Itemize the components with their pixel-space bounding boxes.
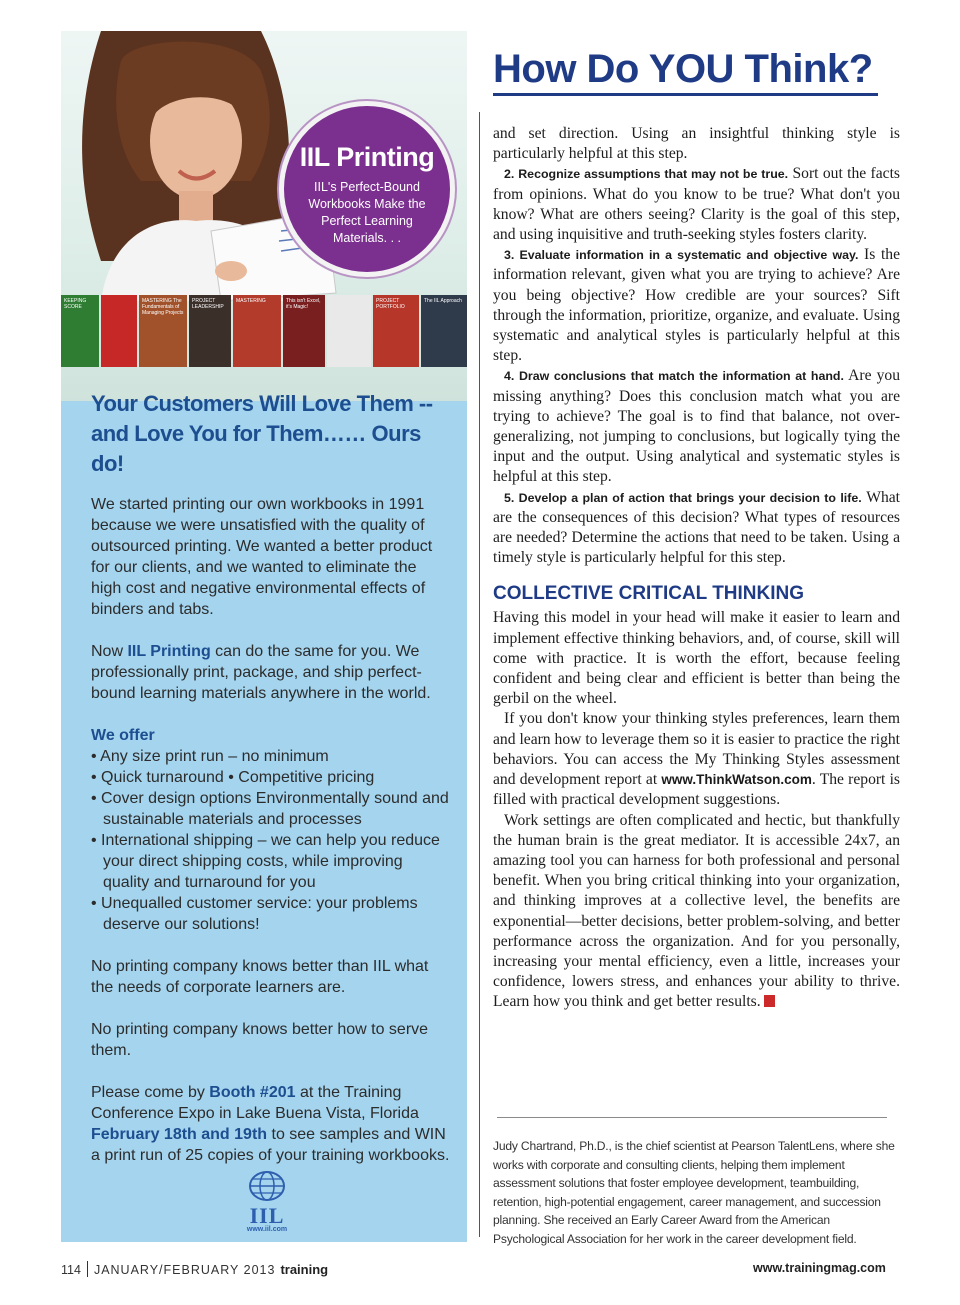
logo-url: www.iil.com bbox=[246, 1226, 288, 1233]
book-cover: PROJECT PORTFOLIO bbox=[373, 295, 419, 367]
book-cover: MASTERING The Fundamentals of Managing Projects bbox=[139, 295, 187, 367]
book-cover bbox=[327, 295, 371, 367]
issue-date: JANUARY/FEBRUARY 2013 bbox=[93, 1263, 276, 1277]
brand-name: IIL Printing bbox=[127, 643, 211, 660]
author-bio: Judy Chartrand, Ph.D., is the chief scientist at Pearson TalentLens, where she works with corporate and consulting clients, helping them implement assessment solutions that foster employee development, teambuilding, retention, high-potential engagement, career management, and succession planning. She received an Early Career Award from the American Psychological Association for her work in the career development field. bbox=[493, 1139, 895, 1246]
ad-paragraph: Now IIL Printing can do the same for you. We professionally print, package, and ship perfect-bound learning materials anywhere in the world. bbox=[91, 643, 431, 702]
step-3: 3. Evaluate information in a systematic and objective way. Is the information relevant, given what you are trying to achieve? Are you being objective? How credible are your sources? Sift through the information, prioritize, organize, and evaluate. Using systematic and analytical styles is particularly helpful at this step. bbox=[493, 246, 900, 365]
event-dates: February 18th and 19th bbox=[91, 1126, 268, 1143]
offer-item: • Cover design options Environmentally sound and sustainable materials and processes bbox=[91, 790, 449, 828]
article-paragraph: If you don't know your thinking styles preferences, learn them and learn how to leverage them so it is easier to practice the right behaviors. You can access the My Thinking Styles assessment and development report at www.ThinkWatson.com. The report is filled with practical development suggestions. bbox=[493, 710, 900, 809]
ad-copy bbox=[91, 389, 451, 1166]
book-covers-row bbox=[61, 295, 467, 369]
step-4: 4. Draw conclusions that match the information at hand. Are you missing anything? Does this conclusion match what you are trying to achieve? The goal is to find that balance, not over-generalizing, not jumping to conclusions, but logically tying the input and the output. Using analytical and systematic styles is helpful at this step. bbox=[493, 367, 900, 486]
iil-printing-badge bbox=[279, 101, 455, 277]
ad-paragraph: Please come by Booth #201 at the Training Conference Expo in Lake Buena Vista, Florida February 18th and 19th to see samples and WIN a print run of 25 copies of your training workbooks. bbox=[91, 1084, 450, 1164]
end-mark-icon bbox=[764, 995, 775, 1007]
step-5: 5. Develop a plan of action that brings your decision to life. What are the consequences of this decision? What types of resources are needed? Determine the actions that need to be taken. Using a timely style is particularly helpful for this step. bbox=[493, 488, 900, 567]
book-cover: This isn't Excel, it's Magic! bbox=[283, 295, 325, 367]
offer-list bbox=[91, 746, 451, 935]
badge-subtitle: IIL's Perfect-Bound Workbooks Make the Perfect Learning Materials. . . bbox=[308, 180, 426, 245]
offer-item: • Any size print run – no minimum bbox=[91, 748, 329, 765]
magazine-url[interactable]: www.trainingmag.com bbox=[753, 1261, 886, 1275]
step-lead: 4. Draw conclusions that match the information at hand. bbox=[504, 369, 844, 384]
offer-item: • Unequalled customer service: your problems deserve our solutions! bbox=[91, 895, 418, 933]
bio-divider bbox=[497, 1117, 887, 1118]
section-heading: COLLECTIVE CRITICAL THINKING bbox=[493, 583, 805, 605]
globe-icon bbox=[249, 1171, 285, 1201]
book-cover: POWER bbox=[101, 295, 137, 367]
book-cover: The IIL Approach bbox=[421, 295, 467, 367]
book-cover: PROJECT LEADERSHIP bbox=[189, 295, 231, 367]
step-lead: 2. Recognize assumptions that may not be true. bbox=[504, 167, 789, 182]
page-folio bbox=[61, 1261, 328, 1277]
column-divider bbox=[479, 112, 480, 1237]
ad-paragraph: No printing company knows better than IIL what the needs of corporate learners are. bbox=[91, 958, 429, 996]
article-paragraph: and set direction. Using an insightful thinking style is particularly helpful at this step. bbox=[493, 125, 900, 163]
badge-title: IIL Printing bbox=[299, 142, 435, 172]
step-2: 2. Recognize assumptions that may not be true. Sort out the facts from opinions. What do you know to be true? What don't you know? What are others seeing? Clarity is the goal of this step, and using inquisitive and truth-seeking styles fosters clarity. bbox=[493, 165, 900, 244]
ad-headline: Your Customers Will Love Them -- and Love You for Them…… Ours do! bbox=[91, 391, 433, 476]
folio-separator bbox=[87, 1261, 88, 1277]
iil-logo bbox=[237, 1171, 297, 1233]
step-lead: 5. Develop a plan of action that brings your decision to life. bbox=[504, 490, 862, 505]
book-cover: KEEPING SCORE bbox=[61, 295, 99, 367]
magazine-name: training bbox=[280, 1262, 329, 1277]
book-cover: MASTERING bbox=[233, 295, 281, 367]
article-paragraph: Having this model in your head will make it easier to learn and implement effective thinking behaviors, and, of course, skill will come with practice. It is worth the effort, because feeling confident and being clear and efficient is better than being the gerbil on the wheel. bbox=[493, 609, 900, 708]
ad-photo bbox=[61, 31, 467, 401]
logo-text: IIL bbox=[249, 1203, 285, 1228]
booth-number: Booth #201 bbox=[209, 1084, 296, 1101]
thinkwatson-link[interactable]: www.ThinkWatson.com bbox=[661, 772, 812, 788]
title-underline bbox=[493, 93, 878, 96]
offer-title: We offer bbox=[91, 727, 155, 744]
step-lead: 3. Evaluate information in a systematic and objective way. bbox=[504, 248, 859, 263]
advertisement bbox=[61, 31, 467, 1242]
offer-item: • Quick turnaround • Competitive pricing bbox=[91, 769, 375, 786]
ad-paragraph: We started printing our own workbooks in 1991 because we were unsatisfied with the quality of outsourced printing. We wanted a better product for our clients, and we wanted to eliminate the high cost and negative environmental effects of binders and tabs. bbox=[91, 496, 433, 618]
offer-item: • International shipping – we can help you reduce your direct shipping costs, while improving quality and turnaround for you bbox=[91, 832, 440, 891]
article-title: How Do YOU Think? bbox=[493, 47, 873, 91]
page-number: 114 bbox=[61, 1263, 81, 1277]
article-paragraph: Work settings are often complicated and hectic, but thankfully the human brain is the great mediator. It is accessible 24x7, an amazing tool you can harness for both professional and personal benefit. When you bring critical thinking into your organization, and thinking improves at a collective level, the benefits are exponential—better decisions, better problem-solving, and better performance across the organization. And for you personally, increasing your mental efficiency, even a little, increases your confidence, lowers stress, and enhances your ability to thrive. Learn how you think and get better results. bbox=[493, 811, 900, 1011]
ad-paragraph: No printing company knows better how to serve them. bbox=[91, 1021, 429, 1059]
article-body bbox=[493, 124, 900, 1013]
